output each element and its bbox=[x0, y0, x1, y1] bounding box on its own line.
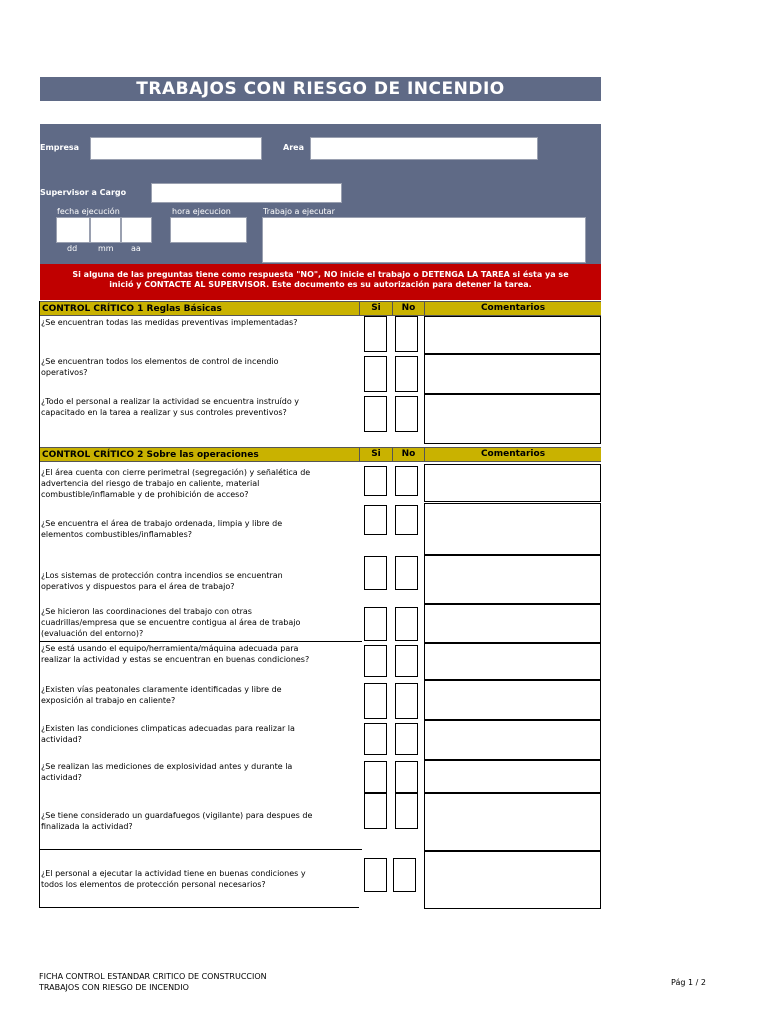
si-checkbox[interactable] bbox=[364, 793, 387, 829]
comment-box[interactable] bbox=[424, 851, 601, 909]
question-item bbox=[41, 467, 353, 500]
comment-box[interactable] bbox=[424, 793, 601, 851]
supervisor-field[interactable] bbox=[151, 183, 342, 203]
si-checkbox[interactable] bbox=[364, 356, 387, 392]
table-left-border bbox=[39, 301, 40, 908]
hora-field[interactable] bbox=[170, 217, 247, 243]
question-line: ¿Se encuentra el área de trabajo ordenada, limpia y libre de bbox=[41, 519, 283, 528]
no-checkbox[interactable] bbox=[395, 556, 418, 590]
question-line: ¿Se realizan las mediciones de explosividad antes y durante la bbox=[41, 762, 293, 771]
area-field[interactable] bbox=[310, 137, 538, 160]
fecha-mm-field[interactable] bbox=[90, 217, 121, 243]
comment-box[interactable] bbox=[424, 760, 601, 793]
question-line: cuadrillas/empresa que se encuentre contigua al área de trabajo bbox=[41, 618, 301, 627]
si-checkbox[interactable] bbox=[364, 858, 387, 892]
question-item bbox=[41, 810, 353, 832]
question-line: realizar la actividad y estas se encuentran en buenas condiciones? bbox=[41, 655, 310, 664]
section-header-2 bbox=[40, 447, 601, 462]
si-checkbox[interactable] bbox=[364, 645, 387, 677]
warning-line-1: Si alguna de las preguntas tiene como respuesta "NO", NO inicie el trabajo o DETENGA LA TAREA si ésta ya se bbox=[72, 270, 569, 279]
si-checkbox[interactable] bbox=[364, 466, 387, 496]
si-checkbox[interactable] bbox=[364, 316, 387, 352]
no-checkbox[interactable] bbox=[395, 316, 418, 352]
comment-box[interactable] bbox=[424, 604, 601, 643]
question-line: ¿El personal a ejecutar la actividad tiene en buenas condiciones y bbox=[41, 869, 306, 878]
question-line: ¿Se está usando el equipo/herramienta/máquina adecuada para bbox=[41, 644, 299, 653]
page-title: TRABAJOS CON RIESGO DE INCENDIO bbox=[136, 79, 505, 99]
fecha-dd-field[interactable] bbox=[56, 217, 90, 243]
question-line: operativos y dispuestos para el área de trabajo? bbox=[41, 582, 235, 591]
no-checkbox[interactable] bbox=[395, 505, 418, 535]
question-line: actividad? bbox=[41, 773, 82, 782]
question-item bbox=[41, 606, 353, 639]
question-line: ¿Se hicieron las coordinaciones del trabajo con otras bbox=[41, 607, 252, 616]
supervisor-label: Supervisor a Cargo bbox=[40, 188, 127, 197]
footer-line-2: TRABAJOS CON RIESGO DE INCENDIO bbox=[39, 983, 189, 992]
question-item bbox=[41, 396, 353, 418]
no-header: No bbox=[392, 447, 424, 462]
aa-label: aa bbox=[131, 244, 141, 253]
no-checkbox[interactable] bbox=[395, 396, 418, 432]
footer-doc-title bbox=[39, 971, 267, 993]
si-checkbox[interactable] bbox=[364, 607, 387, 641]
si-checkbox[interactable] bbox=[364, 761, 387, 793]
question-item bbox=[41, 684, 353, 706]
section-header-1 bbox=[40, 301, 601, 316]
si-checkbox[interactable] bbox=[364, 505, 387, 535]
question-line: advertencia del riesgo de trabajo en caliente, material bbox=[41, 479, 260, 488]
header-blank-row bbox=[40, 101, 601, 124]
comment-box[interactable] bbox=[424, 354, 601, 394]
question-line: elementos combustibles/inflamables? bbox=[41, 530, 193, 539]
row-divider bbox=[40, 641, 362, 642]
trabajo-field[interactable] bbox=[262, 217, 586, 263]
fecha-label: fecha ejecución bbox=[57, 207, 120, 216]
question-line: combustible/inflamable y de prohibición de acceso? bbox=[41, 490, 249, 499]
empresa-label: Empresa bbox=[40, 143, 80, 152]
hora-label: hora ejecucion bbox=[172, 207, 231, 216]
question-item bbox=[41, 761, 353, 783]
footer-line-1: FICHA CONTROL ESTANDAR CRITICO DE CONSTRUCCION bbox=[39, 972, 267, 981]
question-line: finalizada la actividad? bbox=[41, 822, 133, 831]
question-item bbox=[41, 518, 353, 540]
dd-label: dd bbox=[67, 244, 78, 253]
comment-box[interactable] bbox=[424, 464, 601, 502]
mm-label: mm bbox=[98, 244, 114, 253]
question-item bbox=[41, 356, 353, 378]
comentarios-header: Comentarios bbox=[424, 301, 601, 316]
question-line: ¿Se encuentran todos los elementos de control de incendio bbox=[41, 357, 279, 366]
no-checkbox[interactable] bbox=[395, 356, 418, 392]
no-checkbox[interactable] bbox=[395, 607, 418, 641]
section-title: CONTROL CRÍTICO 1 Reglas Básicas bbox=[42, 304, 222, 314]
question-line: ¿Se tiene considerado un guardafuegos (vigilante) para despues de bbox=[41, 811, 313, 820]
no-checkbox[interactable] bbox=[395, 793, 418, 829]
question-item bbox=[41, 723, 353, 745]
si-checkbox[interactable] bbox=[364, 723, 387, 755]
question-line: ¿Se encuentran todas las medidas preventivas implementadas? bbox=[41, 318, 298, 327]
no-checkbox[interactable] bbox=[395, 761, 418, 793]
table-bottom-border bbox=[39, 907, 359, 908]
question-item bbox=[41, 317, 353, 328]
question-line: operativos? bbox=[41, 368, 88, 377]
question-item bbox=[41, 643, 353, 665]
comment-box[interactable] bbox=[424, 680, 601, 720]
area-label: Area bbox=[283, 143, 304, 152]
no-checkbox[interactable] bbox=[395, 683, 418, 719]
question-line: ¿El área cuenta con cierre perimetral (segregación) y señalética de bbox=[41, 468, 311, 477]
question-line: actividad? bbox=[41, 735, 82, 744]
question-line: (evaluación del entorno)? bbox=[41, 629, 144, 638]
question-line: exposición al trabajo en caliente? bbox=[41, 696, 176, 705]
comment-box[interactable] bbox=[424, 503, 601, 555]
question-line: ¿Existen vías peatonales claramente identificadas y libre de bbox=[41, 685, 282, 694]
si-header: Si bbox=[359, 447, 392, 462]
fecha-aa-field[interactable] bbox=[121, 217, 152, 243]
no-checkbox[interactable] bbox=[395, 466, 418, 496]
question-item bbox=[41, 570, 353, 592]
question-line: capacitado en la tarea a realizar y sus controles preventivos? bbox=[41, 408, 287, 417]
empresa-field[interactable] bbox=[90, 137, 262, 160]
si-header: Si bbox=[359, 301, 392, 316]
question-line: todos los elementos de protección personal necesarios? bbox=[41, 880, 266, 889]
page-number: Pág 1 / 2 bbox=[671, 978, 706, 987]
si-checkbox[interactable] bbox=[364, 683, 387, 719]
no-checkbox[interactable] bbox=[395, 645, 418, 677]
comment-box[interactable] bbox=[424, 555, 601, 604]
section-title: CONTROL CRÍTICO 2 Sobre las operaciones bbox=[42, 450, 259, 460]
comment-box[interactable] bbox=[424, 316, 601, 354]
si-checkbox[interactable] bbox=[364, 396, 387, 432]
question-line: ¿Existen las condiciones climpaticas adecuadas para realizar la bbox=[41, 724, 295, 733]
question-item bbox=[41, 868, 353, 890]
no-checkbox[interactable] bbox=[395, 723, 418, 755]
comment-box[interactable] bbox=[424, 643, 601, 680]
si-checkbox[interactable] bbox=[364, 556, 387, 590]
question-line: ¿Los sistemas de protección contra incendios se encuentran bbox=[41, 571, 283, 580]
no-header: No bbox=[392, 301, 424, 316]
row-divider bbox=[40, 849, 362, 850]
comentarios-header: Comentarios bbox=[424, 447, 601, 462]
warning-line-2: inició y CONTACTE AL SUPERVISOR. Este documento es su autorización para detener la tarea. bbox=[109, 280, 532, 289]
question-line: ¿Todo el personal a realizar la actividad se encuentra instruído y bbox=[41, 397, 299, 406]
comment-box[interactable] bbox=[424, 720, 601, 760]
trabajo-label: Trabajo a ejecutar bbox=[263, 207, 335, 216]
comment-box[interactable] bbox=[424, 394, 601, 444]
no-checkbox[interactable] bbox=[393, 858, 416, 892]
warning-banner bbox=[40, 264, 601, 300]
